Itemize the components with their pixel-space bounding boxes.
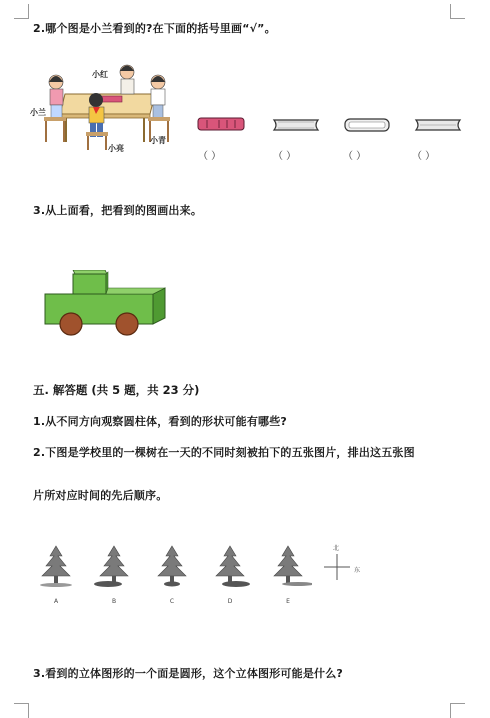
question-1-cylinder: 1.从不同方向观察圆柱体，看到的形状可能有哪些? <box>33 415 288 428</box>
compass-north-label: 北 <box>333 545 340 552</box>
corner-mark-bottom-right <box>450 703 465 718</box>
green-block-car-figure <box>44 270 169 336</box>
tree-label-a: A <box>53 598 59 605</box>
tree-figure-a <box>32 544 80 590</box>
tree-label-b: B <box>111 598 117 605</box>
corner-mark-top-right <box>450 4 465 19</box>
label-xiaolan: 小兰 <box>30 108 46 117</box>
label-xiaoliang: 小亮 <box>108 144 124 153</box>
question-3-solid-shape: 3.看到的立体图形的一个面是圆形，这个立体图形可能是什么? <box>33 667 344 680</box>
tree-figure-c <box>148 544 196 590</box>
tree-figure-e <box>264 544 312 590</box>
tree-label-c: C <box>169 598 175 605</box>
section-5-title: 五. 解答题 (共 5 题，共 23 分) <box>33 383 200 397</box>
option-view-3-book <box>343 117 391 133</box>
tree-label-d: D <box>227 598 233 605</box>
answer-bracket-2[interactable]: （ ） <box>273 151 297 162</box>
option-view-1-pink-book <box>197 116 245 132</box>
question-2-tree-line-2: 片所对应时间的先后顺序。 <box>33 489 168 502</box>
corner-mark-bottom-left <box>14 703 29 718</box>
tree-figure-b <box>90 544 138 590</box>
corner-mark-top-left <box>14 4 29 19</box>
question-2-observe: 2.哪个图是小兰看到的?在下面的括号里画“√”。 <box>33 22 276 35</box>
option-view-4-book <box>414 117 462 133</box>
tree-label-e: E <box>286 598 290 605</box>
answer-bracket-4[interactable]: （ ） <box>412 151 436 162</box>
option-view-2-book <box>272 117 320 133</box>
question-3-top-view: 3.从上面看，把看到的图画出来。 <box>33 204 203 217</box>
answer-bracket-1[interactable]: （ ） <box>198 151 222 162</box>
label-xiaoqing: 小青 <box>150 136 166 145</box>
tree-figure-d <box>206 544 254 590</box>
question-2-tree-line-1: 2.下图是学校里的一棵树在一天的不同时刻被拍下的五张图片，排出这五张图 <box>33 446 415 459</box>
label-xiaohong: 小红 <box>92 70 108 79</box>
answer-bracket-3[interactable]: （ ） <box>343 151 367 162</box>
compass-east-label: 东 <box>354 567 361 574</box>
compass-icon <box>322 552 352 582</box>
